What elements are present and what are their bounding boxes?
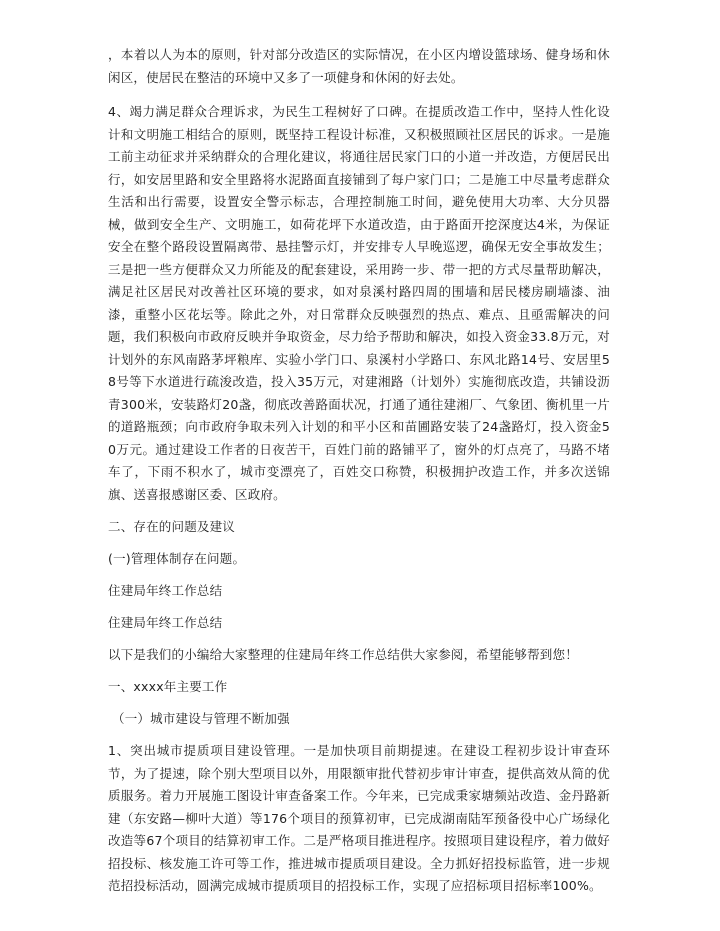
section-heading-problems: 二、存在的问题及建议	[108, 519, 236, 534]
paragraph-item-4: 4、竭力满足群众合理诉求，为民生工程树好了口碑。在提质改造工作中，坚持人性化设计和文明施工相结合的原则，既坚持工程设计标准，又积极照顾社区居民的诉求。一是施工前主动征求并采纳群众的合理化建议，将通往居民家门口的小道一并改造，方便居民出行，如安居里路和安全里路将水泥路面直接铺到了每户家门口；二是施工中尽量考虑群众生活和出行需要，设置安全警示标志，合理控制施工时间，避免使用大功率、大分贝器械，做到安全生产、文明施工，如荷花坪下水道改造，由于路面开挖深度达4米，为保证安全在整个路段设置隔离带、悬挂警示灯，并安排专人早晚巡逻，确保无安全事故发生；三是把一些方便群众又力所能及的配套建设，采用跨一步、带一把的方式尽量帮助解决，满足社区居民对改善社区环境的要求，如对泉溪村路四周的围墙和居民楼房刷墙漆、油漆，重整小区花坛等。除此之外，对日常群众反映强烈的热点、难点、且亟需解决的问题，我们积极向市政府反映并争取资金，尽力给予帮助和解决，如投入资金33.8万元，对计划外的东风南路茅坪粮库、实验小学门口、泉溪村小学路口、东风北路14号、安居里58号等下水道进行疏浚改造，投入35万元，对建湘路（计划外）实施彻底改造，共铺设沥青300米，安装路灯20盏，彻底改善路面状况，打通了通往建湘厂、气象团、衡机里一片的道路瓶颈；向市政府争取未列入计划的和平小区和苗圃路安装了24盏路灯，投入资金50万元。通过建设工作者的日夜苦干，百姓门前的路铺平了，窗外的灯点亮了，马路不堵车了，下雨不积水了，城市变漂亮了，百姓交口称赞，积极拥护改造工作，并多次送锦旗、送喜报感谢区委、区政府。	[108, 104, 610, 502]
subheading-urban-construction: （一）城市建设与管理不断加强	[112, 711, 290, 726]
document-title: 住建局年终工作总结	[108, 583, 223, 598]
document-title-repeat: 住建局年终工作总结	[108, 615, 223, 630]
section-heading-main-work: 一、xxxx年主要工作	[108, 679, 228, 694]
subheading-management: (一)管理体制存在问题。	[108, 551, 246, 566]
paragraph-item-1: 1、突出城市提质项目建设管理。一是加快项目前期提速。在建设工程初步设计审查环节，为了提速，除个别大型项目以外，用限额审批代替初步审计审查，提供高效从简的优质服务。着力开展施工图设计审查备案工作。今年来，已完成秉家塘频站改造、金丹路新建（东安路—柳叶大道）等176个项目的预算初审，已完成湖南陆军预备役中心广场绿化改造等67个项目的结算初审工作。二是严格项目推进程序。按照项目建设程序，着力做好招投标、核发施工许可等工作，推进城市提质项目建设。全力抓好招投标监管，进一步规范招投标活动，圆满完成城市提质项目的招投标工作，实现了应招标项目招标率100%。	[108, 743, 610, 893]
paragraph-intro: ，本着以人为本的原则，针对部分改造区的实际情况，在小区内增设篮球场、健身场和休闲区，使居民在整洁的环境中又多了一项健身和休闲的好去处。	[108, 47, 610, 85]
intro-line: 以下是我们的小编给大家整理的住建局年终工作总结供大家参阅，希望能够帮到您！	[108, 647, 578, 662]
